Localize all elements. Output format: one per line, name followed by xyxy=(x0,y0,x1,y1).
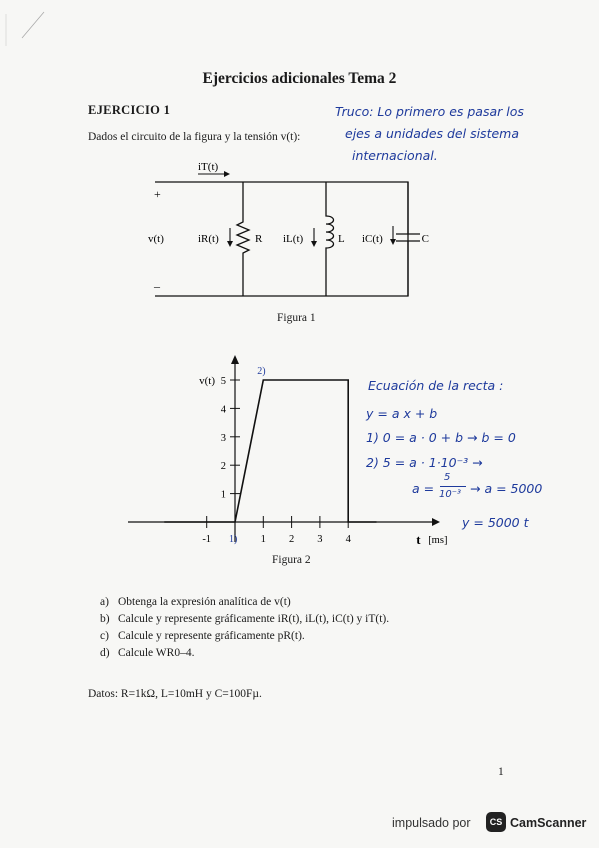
note-eq-3: 2) 5 = a · 1·10⁻³ → xyxy=(366,455,483,470)
label-plus: + xyxy=(154,187,161,201)
note-eq-title: Ecuación de la recta : xyxy=(368,378,504,393)
camscanner-brand: CamScanner xyxy=(510,816,587,830)
x-axis-label: t xyxy=(416,532,421,547)
x-axis-unit: [ms] xyxy=(428,535,448,546)
question-a: a) Obtenga la expresión analítica de v(t) xyxy=(100,596,291,608)
page-title: Ejercicios adicionales Tema 2 xyxy=(202,70,397,87)
inductor-symbol xyxy=(326,182,334,296)
iL-arrow xyxy=(311,241,317,247)
data-values: Datos: R=1kΩ, L=10mH y C=100Fµ. xyxy=(88,688,262,700)
label-iR: iR(t) xyxy=(198,233,219,245)
question-d: d) Calcule WR0–4. xyxy=(100,647,195,659)
resistor-symbol xyxy=(237,182,249,296)
iC-arrow xyxy=(390,239,396,245)
note-truco-line3: internacional. xyxy=(352,148,438,163)
exercise-heading: EJERCICIO 1 xyxy=(88,103,171,117)
note-eq-4-num: 5 xyxy=(444,472,451,483)
annotation-point-2: 2) xyxy=(257,366,266,377)
figure1-caption: Figura 1 xyxy=(277,312,316,324)
label-iT: iT(t) xyxy=(198,161,219,173)
camscanner-logo-icon: CS xyxy=(486,812,506,832)
y-axis-label: v(t) xyxy=(199,375,215,387)
y-tick-label: 2 xyxy=(220,461,226,473)
page-number: 1 xyxy=(498,766,504,778)
x-tick-label: 3 xyxy=(317,534,323,545)
iR-arrow xyxy=(227,241,233,247)
x-tick-label: 2 xyxy=(288,534,295,545)
x-tick-label: -1 xyxy=(202,534,212,545)
label-L: L xyxy=(338,233,345,245)
note-fraction-bar xyxy=(440,486,466,487)
label-iL: iL(t) xyxy=(283,233,304,245)
label-C: C xyxy=(421,233,429,245)
y-tick-label: 4 xyxy=(220,404,226,416)
note-eq-5: y = 5000 t xyxy=(462,515,529,530)
scan-mark xyxy=(0,0,60,50)
y-tick-label: 5 xyxy=(220,376,226,387)
x-tick-label: 4 xyxy=(345,534,351,545)
series-line xyxy=(164,380,376,522)
note-eq-1: y = a x + b xyxy=(366,406,438,421)
note-truco-line1: Truco: Lo primero es pasar los xyxy=(335,104,524,119)
note-eq-2: 1) 0 = a · 0 + b → b = 0 xyxy=(366,430,516,445)
footer-powered-by: impulsado por xyxy=(392,816,471,830)
y-tick-label: 1 xyxy=(220,489,226,501)
note-eq-4-lhs: a = xyxy=(412,481,435,496)
figure2-caption: Figura 2 xyxy=(272,554,311,566)
label-R: R xyxy=(255,233,263,245)
note-eq-4-rhs: → a = 5000 xyxy=(470,481,543,496)
annotation-point-1: 1) xyxy=(229,534,238,545)
x-tick-label: 1 xyxy=(260,534,266,545)
y-axis-arrow xyxy=(231,355,239,364)
question-c: c) Calcule y represente gráficamente pR(t). xyxy=(100,630,305,642)
question-b: b) Calcule y represente gráficamente iR(t), iL(t), iC(t) y iT(t). xyxy=(100,613,390,625)
note-truco-line2: ejes a unidades del sistema xyxy=(345,126,519,141)
circuit-diagram xyxy=(140,158,430,308)
label-minus: – xyxy=(154,279,160,293)
y-tick-label: 3 xyxy=(220,432,226,444)
note-eq-4-den: 10⁻³ xyxy=(439,489,462,500)
exercise-intro: Dados el circuito de la figura y la tensión v(t): xyxy=(88,131,301,143)
x-axis-arrow xyxy=(432,518,440,526)
label-voltage: v(t) xyxy=(148,233,164,245)
label-iC: iC(t) xyxy=(362,233,383,245)
